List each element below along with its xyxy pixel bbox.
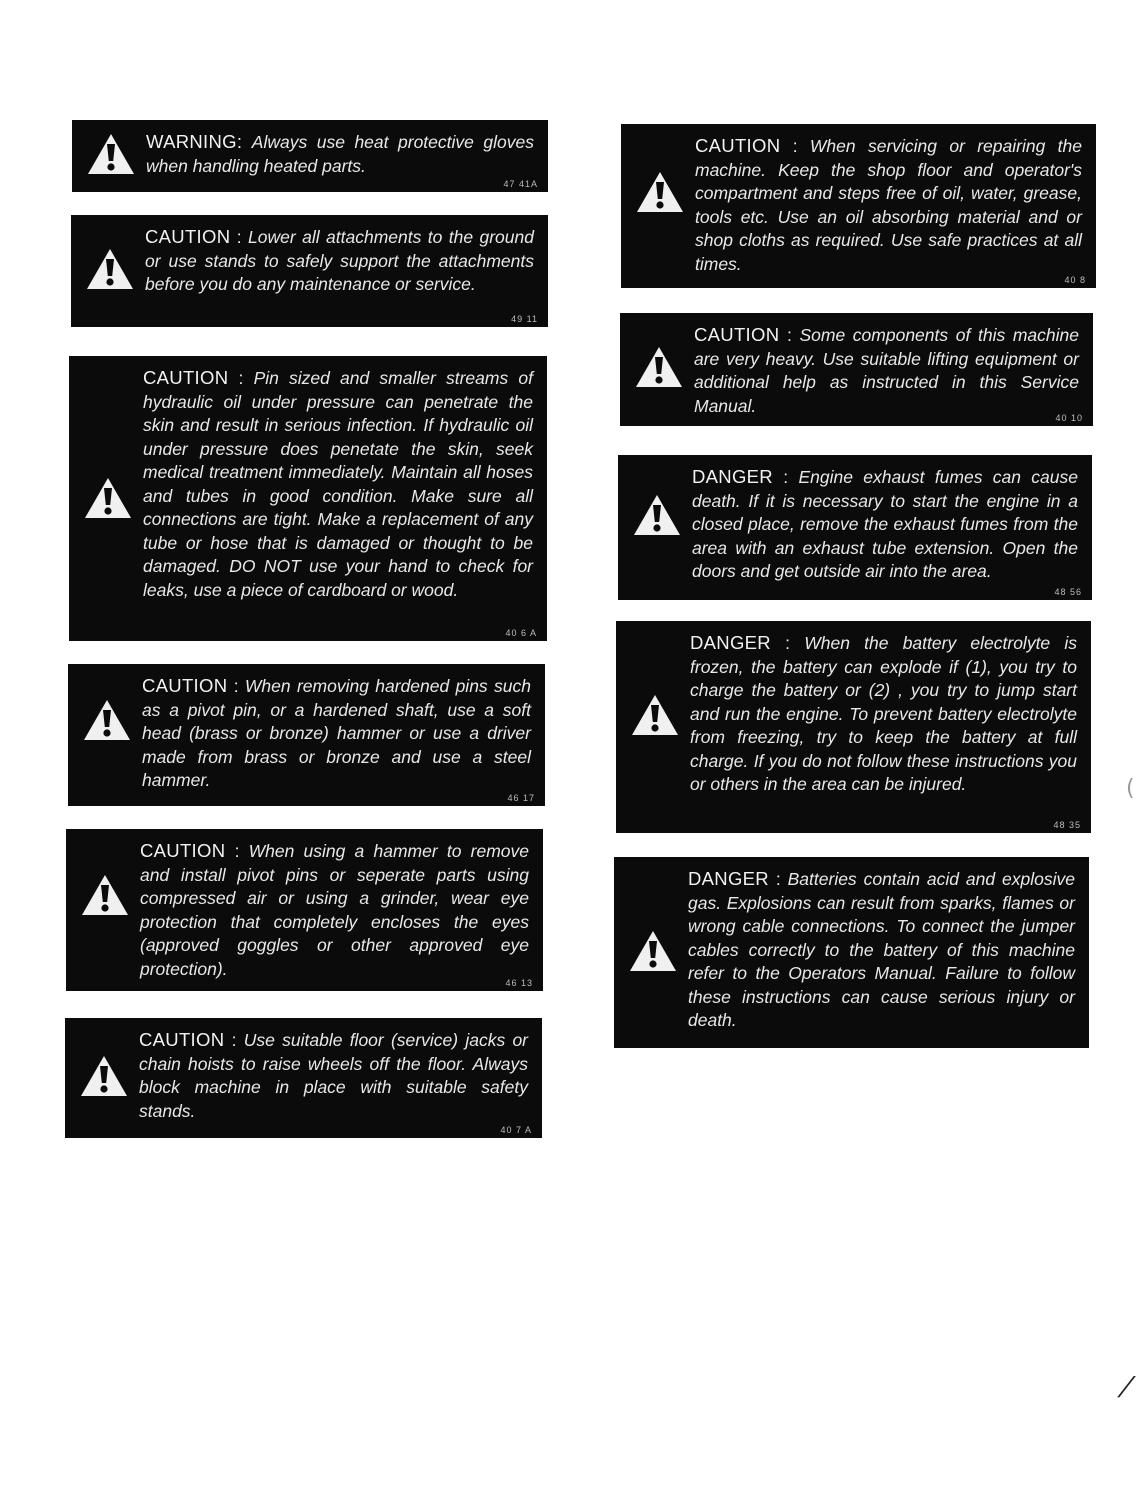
label-text: CAUTION : Lower all attachments to the ground or use stands to safely support the attachments before you do any maintenance or service. xyxy=(145,226,534,294)
warning-triangle-icon xyxy=(634,345,684,389)
label-message: Lower all attachments to the ground or use stands to safely support the attachments before you do any maintenance or service. xyxy=(145,227,534,294)
label-message: When the battery electrolyte is frozen, the battery can explode if (1), you try to charge the battery or (2) , you try to jump start and run the engine. To prevent battery electrolyte from freezing, try to keep the battery at full charge. If you do not follow these instructions you or others in the area can be injured. xyxy=(690,633,1078,794)
caution-label-hardened-pins xyxy=(68,664,545,806)
label-text xyxy=(146,130,534,178)
label-message: Engine exhaust fumes can cause death. If it is necessary to start the engine in a closed place, remove the exhaust fumes from the area with an exhaust tube extension. Open the doors and get outside air into the area. xyxy=(692,467,1078,581)
label-keyword: DANGER xyxy=(688,868,769,889)
label-keyword: CAUTION xyxy=(145,226,231,247)
warning-triangle-icon xyxy=(86,132,136,176)
warning-triangle-icon xyxy=(635,170,685,214)
label-text: CAUTION : When servicing or repairing the machine. Keep the shop floor and operator's compartment and steps free of oil, water, grease, tools etc. Use an oil absorbing material and or shop cloths as required. Use safe practices at all times. xyxy=(695,135,1082,274)
caution-label-heavy-components xyxy=(620,313,1093,426)
label-keyword: CAUTION xyxy=(142,675,228,696)
label-code: 46 17 xyxy=(507,793,535,803)
label-code: 40 6 A xyxy=(505,628,537,638)
caution-label-eye-protection xyxy=(66,829,543,991)
label-message: Always use heat protective gloves when handling heated parts. xyxy=(146,132,534,176)
warning-triangle-icon xyxy=(630,693,680,737)
label-code: 46 13 xyxy=(505,978,533,988)
caution-label-hydraulic-oil xyxy=(69,356,547,641)
label-message: Use suitable floor (service) jacks or chain hoists to raise wheels off the floor. Always block machine in place with suitable safety stands. xyxy=(139,1030,529,1121)
caution-label-lower-attachments xyxy=(71,215,548,327)
label-message: When servicing or repairing the machine. Keep the shop floor and operator's compartment and steps free of oil, water, grease, tools etc. Use an oil absorbing material and or shop cloths as required. Use safe practices at all times. xyxy=(695,136,1082,274)
label-text: CAUTION : When removing hardened pins such as a pivot pin, or a hardened shaft, use a soft head (brass or bronze) hammer or use a driver made from brass or bronze and use a steel hammer. xyxy=(142,675,531,790)
label-code: 40 7 A xyxy=(500,1125,532,1135)
danger-label-exhaust-fumes xyxy=(618,455,1092,600)
label-message: When using a hammer to remove and install pivot pins or seperate parts using compressed air or using a grinder, wear eye protection that completely encloses the eyes (approved goggles or other approved eye protection). xyxy=(140,841,529,979)
warning-triangle-icon xyxy=(85,247,135,291)
label-text: DANGER : Engine exhaust fumes can cause death. If it is necessary to start the engine in a closed place, remove the exhaust fumes from the area with an exhaust tube extension. Open the doors and get outside air into the area. xyxy=(692,466,1078,581)
warning-triangle-icon xyxy=(632,493,682,537)
label-message: Pin sized and smaller streams of hydraulic oil under pressure can penetrate the skin and result in serious infection. If hydraulic oil under pressure does penetate the skin, seek medical treatment immediately. Maintain all hoses and tubes in good condition. Make sure all connections are tight. Make a replacement of any tube or hose that is damaged or thought to be damaged. DO NOT use your hand to check for leaks, use a piece of cardboard or wood. xyxy=(143,368,533,600)
label-text: CAUTION : Use suitable floor (service) jacks or chain hoists to raise wheels off the floor. Always block machine in place with suitable safety stands. xyxy=(139,1029,529,1121)
warning-triangle-icon xyxy=(79,1054,129,1098)
label-keyword: DANGER xyxy=(692,466,773,487)
warning-label-heat-gloves xyxy=(72,120,548,192)
label-keyword: DANGER xyxy=(690,632,771,653)
label-keyword: WARNING: xyxy=(146,131,243,152)
label-code: 48 56 xyxy=(1054,587,1082,597)
label-keyword: CAUTION xyxy=(694,324,780,345)
label-text: DANGER : When the battery electrolyte is frozen, the battery can explode if (1), you try to charge the battery or (2) , you try to jump start and run the engine. To prevent battery electrolyte from freezing, try to keep the battery at full charge. If you do not follow these instructions you or others in the area can be injured. xyxy=(690,632,1078,794)
label-message: Batteries contain acid and explosive gas. Explosions can result from sparks, flames or wrong cable connections. To connect the jumper cables correctly to the battery of this machine refer to the Operators Manual. Failure to follow these instructions can cause serious injury or death. xyxy=(688,869,1075,1030)
danger-label-batteries-acid xyxy=(614,857,1089,1048)
scan-mark: / xyxy=(1115,1372,1138,1402)
caution-label-shop-floor xyxy=(621,124,1096,288)
caution-label-floor-jacks xyxy=(65,1018,542,1138)
label-keyword: CAUTION xyxy=(143,367,229,388)
warning-triangle-icon xyxy=(80,873,130,917)
scan-mark: ( xyxy=(1126,776,1135,801)
label-message: Some components of this machine are very heavy. Use suitable lifting equipment or additional help as instructed in this Service Manual. xyxy=(694,325,1079,416)
label-keyword: CAUTION xyxy=(140,840,226,861)
label-code: 40 10 xyxy=(1055,413,1083,423)
label-message: When removing hardened pins such as a pivot pin, or a hardened shaft, use a soft head (brass or bronze) hammer or use a driver made from brass or bronze and use a steel hammer. xyxy=(142,676,531,790)
label-text: DANGER : Batteries contain acid and explosive gas. Explosions can result from sparks, flames or wrong cable connections. To connect the jumper cables correctly to the battery of this machine refer to the Operators Manual. Failure to follow these instructions can cause serious injury or death. xyxy=(688,868,1075,1030)
label-code: 40 8 xyxy=(1064,275,1086,285)
label-code: 48 35 xyxy=(1053,820,1081,830)
warning-triangle-icon xyxy=(628,929,678,973)
danger-label-battery-electrolyte xyxy=(616,621,1091,833)
label-text: CAUTION : When using a hammer to remove and install pivot pins or seperate parts using compressed air or using a grinder, wear eye protection that completely encloses the eyes (approved goggles or other approved eye protection). xyxy=(140,840,529,979)
warning-triangle-icon xyxy=(82,698,132,742)
label-text: CAUTION : Pin sized and smaller streams of hydraulic oil under pressure can penetrate the skin and result in serious infection. If hydraulic oil under pressure does penetate the skin, seek medical treatment immediately. Maintain all hoses and tubes in good condition. Make sure all connections are tight. Make a replacement of any tube or hose that is damaged or thought to be damaged. DO NOT use your hand to check for leaks, use a piece of cardboard or wood. xyxy=(143,367,533,600)
label-keyword: CAUTION xyxy=(139,1029,225,1050)
label-code: 47 41A xyxy=(503,179,538,189)
label-keyword: CAUTION xyxy=(695,135,781,156)
label-text: CAUTION : Some components of this machine are very heavy. Use suitable lifting equipment or additional help as instructed in this Service Manual. xyxy=(694,324,1079,416)
label-code: 49 11 xyxy=(511,314,538,324)
warning-triangle-icon xyxy=(83,476,133,520)
